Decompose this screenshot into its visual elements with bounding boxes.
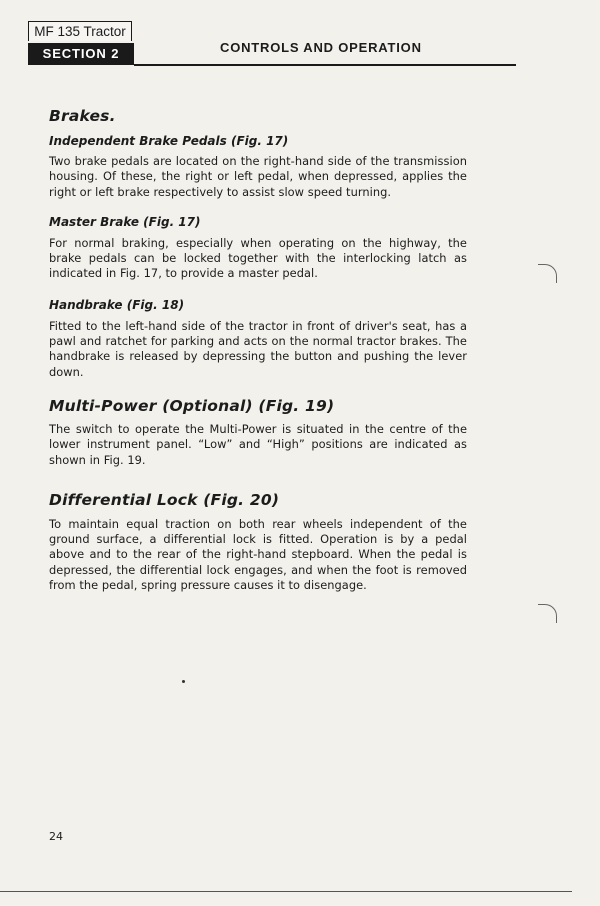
differential-lock-heading: Differential Lock (Fig. 20) [49,490,280,509]
page-header-title: CONTROLS AND OPERATION [220,40,422,55]
master-brake-heading: Master Brake (Fig. 17) [49,214,201,229]
handbrake-text: Fitted to the left-hand side of the tractor in front of driver's seat, has a pawl and ratchet for parking and acts on the normal tractor brakes. The handbrake is released by depressing the button and pushing the lever down. [49,318,467,379]
brakes-heading: Brakes. [49,107,116,125]
page-content [49,100,467,593]
differential-lock-text: To maintain equal traction on both rear wheels independent of the ground surface, a differential lock is fitted. Operation is by a pedal above and to the rear of the right-hand stepboard. When the pedal is depressed, the differential lock engages, and when the foot is removed from the pedal, spring pressure causes it to disengage. [49,516,467,593]
binding-mark-bottom [538,604,557,623]
section-tag: SECTION 2 [28,43,134,65]
footer-rule [0,891,572,892]
independent-brake-text: Two brake pedals are located on the right-hand side of the transmission housing. Of these, the right or left pedal, when depressed, applies the right or left brake respectively to assist slow speed turning. [49,154,467,199]
header-rule [134,64,516,66]
multipower-heading: Multi-Power (Optional) (Fig. 19) [49,396,335,415]
page-number: 24 [49,830,63,843]
master-brake-text: For normal braking, especially when operating on the highway, the brake pedals can be locked together with the interlocking latch as indicated in Fig. 17, to provide a master pedal. [49,235,467,281]
print-speck [182,680,185,683]
independent-brake-heading: Independent Brake Pedals (Fig. 17) [49,134,289,148]
model-tag: MF 135 Tractor [28,21,132,41]
multipower-text: The switch to operate the Multi-Power is situated in the centre of the lower instrument panel. “Low” and “High” positions are indicated as shown in Fig. 19. [49,421,467,467]
handbrake-heading: Handbrake (Fig. 18) [49,297,185,312]
binding-mark-top [538,264,557,283]
